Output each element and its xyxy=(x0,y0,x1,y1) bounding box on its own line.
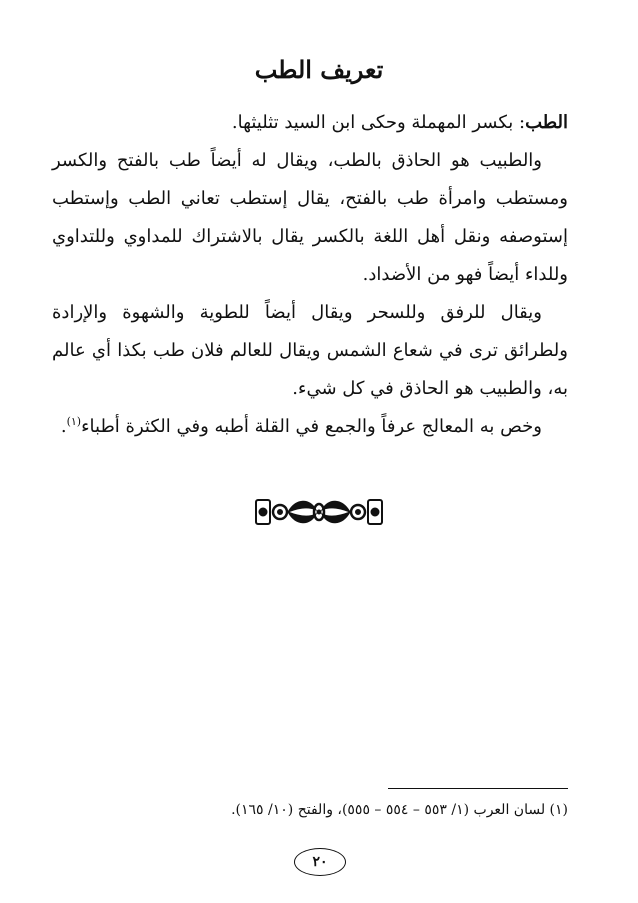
paragraph-usage xyxy=(52,408,568,446)
footnote-reference: (١) xyxy=(66,415,82,428)
usage-end: . xyxy=(60,416,67,437)
defined-term: الطب xyxy=(525,112,568,133)
paragraph-definition xyxy=(52,104,568,142)
page-number: ٢٠ xyxy=(294,848,346,876)
paragraph-physician: والطبيب هو الحاذق بالطب، ويقال له أيضاً طب بالفتح والكسر ومستطب وامرأة طب بالفتح، يقال إستطب تعاني الطب وإستطب إستوصفه ونقل أهل اللغة بالكسر يقال بالاشتراك للمداوي وللتداوي وللداء أيضاً فهو من الأضداد. xyxy=(52,150,568,285)
body-text xyxy=(52,104,568,446)
footnote-separator xyxy=(388,788,568,789)
floral-divider-icon xyxy=(254,492,384,532)
footnote: (١) لسان العرب (١/ ٥٥٣ – ٥٥٤ – ٥٥٥)، والفتح (١٠/ ١٦٥). xyxy=(231,802,568,818)
paragraph-other-meanings: ويقال للرفق وللسحر ويقال أيضاً للطوية والشهوة والإرادة ولطرائق ترى في شعاع الشمس ويقال للعالم فلان طب بكذا أي عالم به، والطبيب هو الحاذق في كل شيء. xyxy=(52,302,568,399)
page-title: تعريف الطب xyxy=(254,55,384,84)
definition-text: : بكسر المهملة وحكى ابن السيد تثليثها. xyxy=(231,112,526,133)
usage-text: وخص به المعالج عرفاً والجمع في القلة أطبه وفي الكثرة أطباء xyxy=(81,416,542,437)
